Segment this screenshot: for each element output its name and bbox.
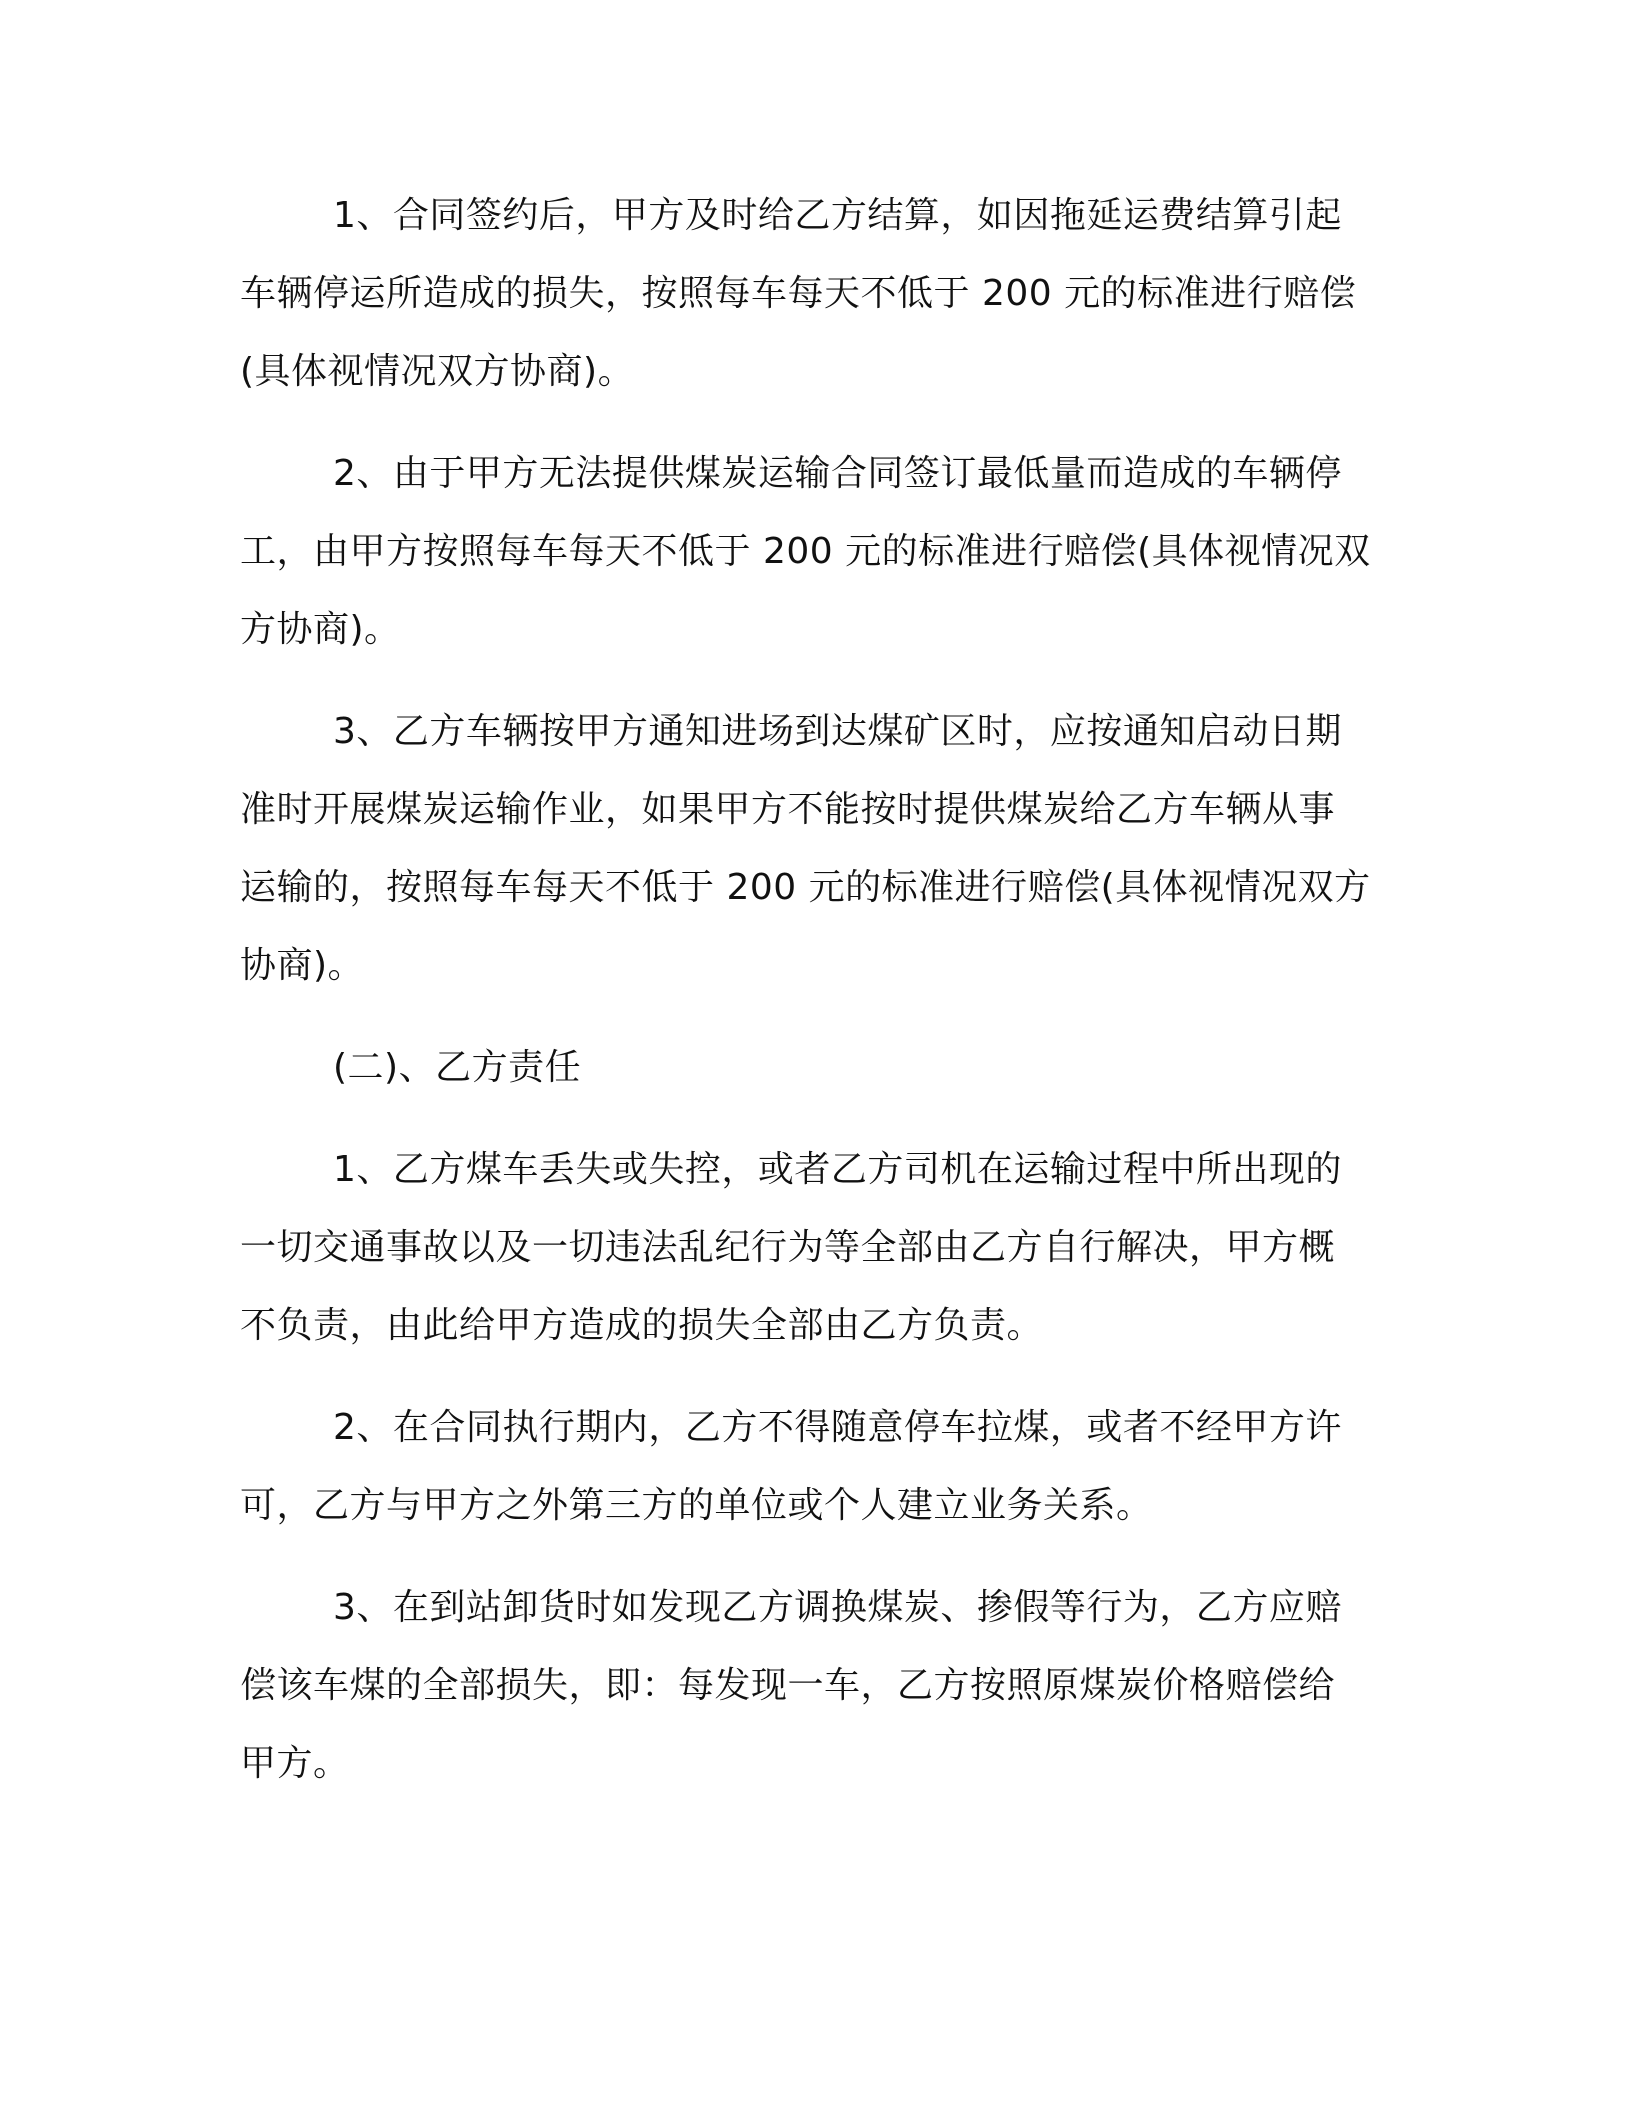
text-line: 不负责，由此给甲方造成的损失全部由乙方负责。 — [240, 1305, 1044, 1346]
text-line: 协商)。 — [240, 945, 365, 986]
text-line: 运输的，按照每车每天不低于 200 元的标准进行赔偿(具体视情况双方 — [240, 867, 1371, 908]
text-line: 工，由甲方按照每车每天不低于 200 元的标准进行赔偿(具体视情况双 — [240, 531, 1371, 572]
text-line: 3、在到站卸货时如发现乙方调换煤炭、掺假等行为，乙方应赔 — [333, 1587, 1342, 1628]
text-line: 2、由于甲方无法提供煤炭运输合同签订最低量而造成的车辆停 — [333, 453, 1342, 494]
text-line: 可，乙方与甲方之外第三方的单位或个人建立业务关系。 — [240, 1485, 1153, 1526]
section-heading: (二)、乙方责任 — [333, 1047, 582, 1088]
text-line: 甲方。 — [240, 1743, 350, 1784]
text-line: 一切交通事故以及一切违法乱纪行为等全部由乙方自行解决，甲方概 — [240, 1227, 1336, 1268]
text-line: 准时开展煤炭运输作业，如果甲方不能按时提供煤炭给乙方车辆从事 — [240, 789, 1336, 830]
text-line: 2、在合同执行期内，乙方不得随意停车拉煤，或者不经甲方许 — [333, 1407, 1342, 1448]
text-line: 1、乙方煤车丢失或失控，或者乙方司机在运输过程中所出现的 — [333, 1149, 1342, 1190]
text-line: 方协商)。 — [240, 609, 401, 650]
text-line: 3、乙方车辆按甲方通知进场到达煤矿区时，应按通知启动日期 — [333, 711, 1342, 752]
text-line: 1、合同签约后，甲方及时给乙方结算，如因拖延运费结算引起 — [333, 195, 1342, 236]
text-line: (具体视情况双方协商)。 — [240, 351, 635, 392]
text-line: 偿该车煤的全部损失，即：每发现一车，乙方按照原煤炭价格赔偿给 — [240, 1665, 1336, 1706]
text-line: 车辆停运所造成的损失，按照每车每天不低于 200 元的标准进行赔偿 — [240, 273, 1357, 314]
